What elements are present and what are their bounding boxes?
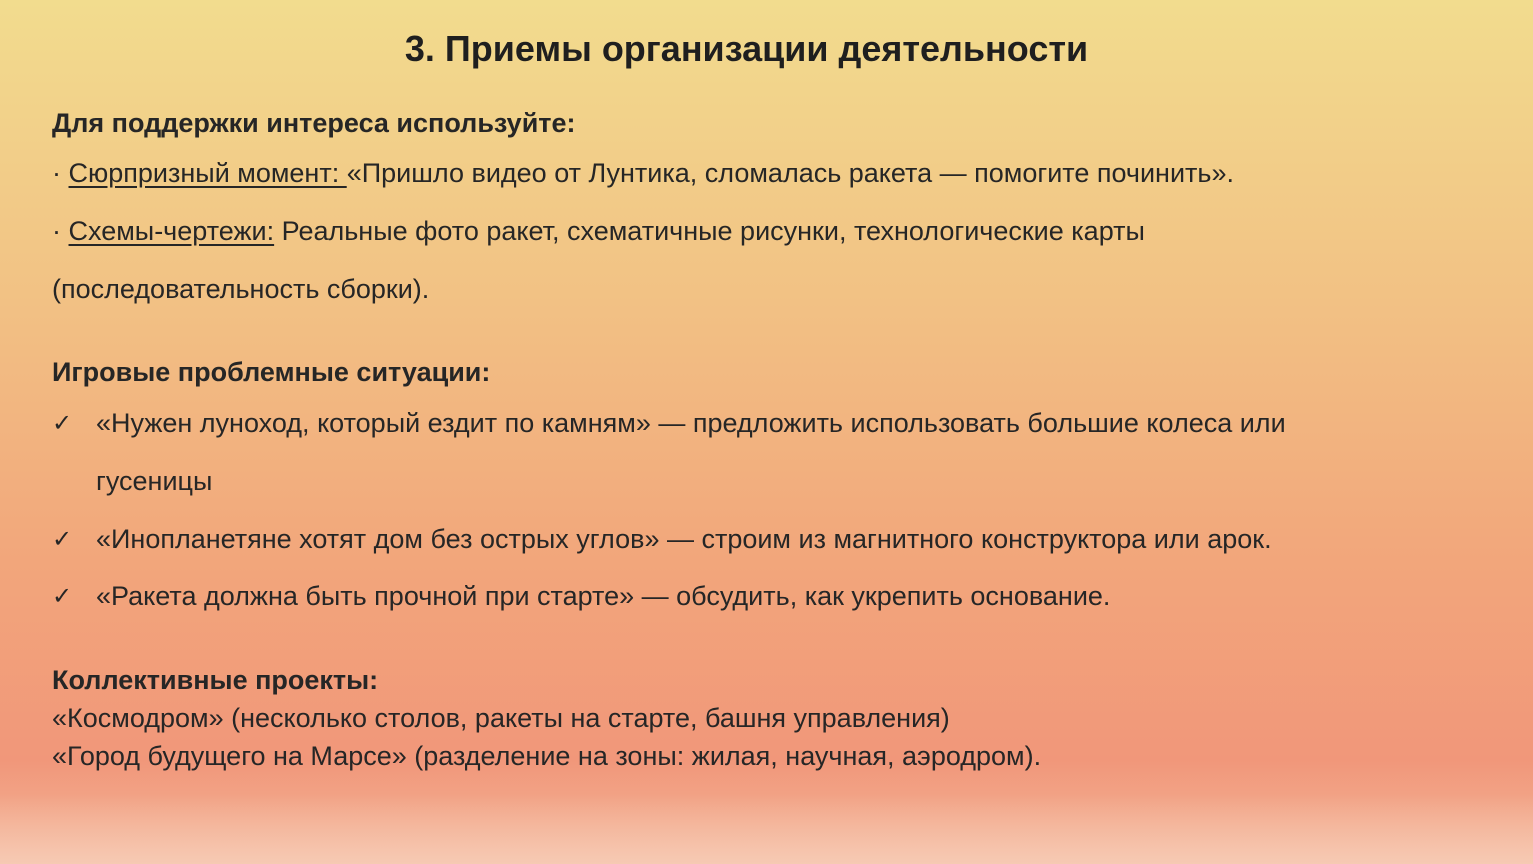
checkmark-icon: ✓ [52, 526, 73, 553]
surprise-text: «Пришло видео от Лунтика, сломалась ракета — помогите починить». [346, 158, 1234, 188]
schemes-label: Схемы-чертежи: [68, 216, 275, 246]
checkmark-icon: ✓ [52, 410, 73, 437]
situation-item-1: «Нужен луноход, который ездит по камням» — предложить использовать большие колеса или [96, 408, 1286, 438]
bullet-dot: · [52, 216, 61, 246]
situation-item-3: «Ракета должна быть прочной при старте» — обсудить, как укрепить основание. [96, 581, 1111, 611]
checkmark-icon: ✓ [52, 583, 73, 610]
schemes-text: Реальные фото ракет, схематичные рисунки, технологические карты [274, 216, 1145, 246]
situation-item-1-cont: гусеницы [96, 466, 213, 496]
bullet-surprise [52, 158, 1234, 189]
bullet-schemes [52, 216, 1145, 247]
project-item-2: «Город будущего на Марсе» (разделение на зоны: жилая, научная, аэродром). [52, 741, 1042, 771]
section-heading-game-situations: Игровые проблемные ситуации: [52, 357, 491, 387]
situation-item-2: «Инопланетяне хотят дом без острых углов» — строим из магнитного конструктора или арок. [96, 524, 1272, 554]
surprise-label: Сюрпризный момент: [68, 158, 347, 188]
bullet-dot: · [52, 158, 61, 188]
section-heading-interest: Для поддержки интереса используйте: [52, 108, 576, 138]
project-item-1: «Космодром» (несколько столов, ракеты на старте, башня управления) [52, 703, 950, 733]
schemes-text-continuation: (последовательность сборки). [52, 274, 430, 304]
slide-title: 3. Приемы организации деятельности [404, 28, 1089, 69]
section-heading-projects: Коллективные проекты: [52, 665, 379, 695]
